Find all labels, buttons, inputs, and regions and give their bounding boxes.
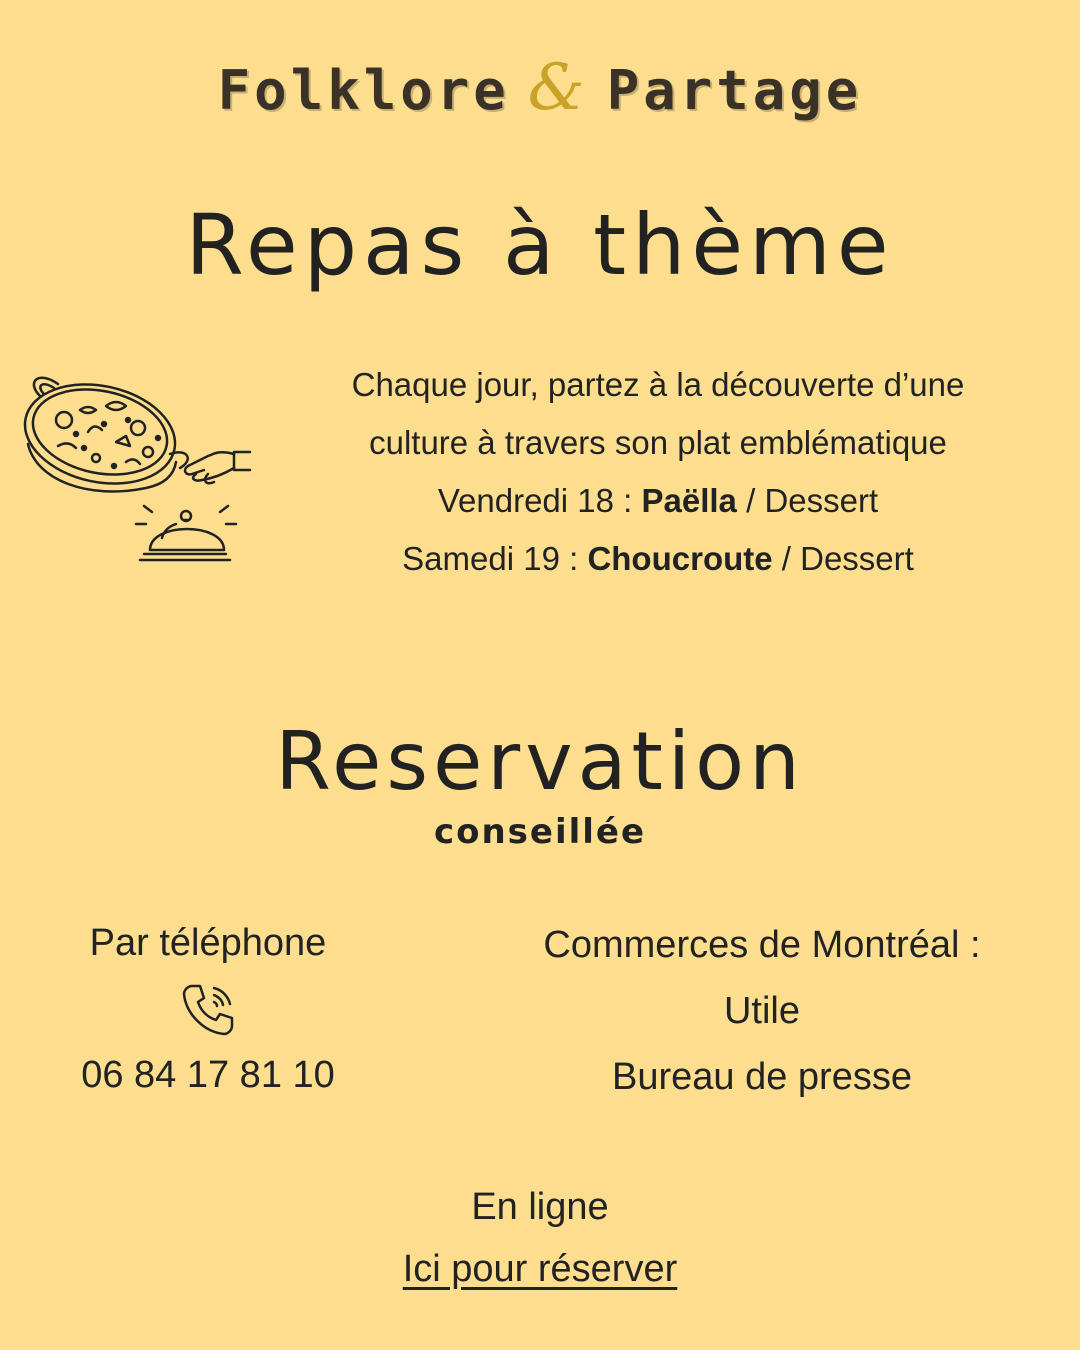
online-reservation xyxy=(0,1176,1080,1300)
separator: / xyxy=(772,540,801,577)
day-label: Vendredi 18 : xyxy=(437,482,642,519)
brand-logo xyxy=(0,48,1080,131)
reserve-online-link[interactable]: Ici pour réserver xyxy=(402,1248,678,1290)
day-label: Samedi 19 : xyxy=(402,540,588,577)
dish-name: Choucroute xyxy=(587,540,773,577)
brand-word-folklore: Folklore xyxy=(217,59,510,122)
menu-intro-line-2: culture à travers son plat emblématique xyxy=(369,424,947,461)
dish-name: Paëlla xyxy=(641,482,737,519)
theme-menu xyxy=(300,356,1016,588)
phone-label: Par téléphone xyxy=(89,922,327,964)
separator: / xyxy=(736,482,765,519)
shop-reservation xyxy=(500,912,1024,1110)
phone-reservation xyxy=(48,912,368,1106)
paella-pan-with-service-bell-icon xyxy=(18,362,260,572)
shop-item-utile: Utile xyxy=(723,990,801,1032)
phone-number[interactable]: 06 84 17 81 10 xyxy=(81,1054,335,1096)
page-title: Repas à thème xyxy=(185,196,895,294)
menu-day-saturday xyxy=(300,530,1016,588)
dish-extra: Dessert xyxy=(800,540,914,577)
brand-word-partage: Partage xyxy=(606,59,863,122)
online-label: En ligne xyxy=(471,1186,609,1228)
menu-day-friday xyxy=(300,472,1016,530)
menu-intro-line-1: Chaque jour, partez à la découverte d’une xyxy=(351,366,965,403)
dish-extra: Dessert xyxy=(764,482,879,519)
shops-label: Commerces de Montréal : xyxy=(543,924,981,966)
shop-item-bureau-de-presse: Bureau de presse xyxy=(612,1056,912,1098)
reservation-title: Reservation xyxy=(275,715,805,808)
reservation-subtitle: conseillée xyxy=(433,812,647,852)
phone-icon xyxy=(178,980,238,1040)
brand-ampersand: & xyxy=(527,51,589,125)
